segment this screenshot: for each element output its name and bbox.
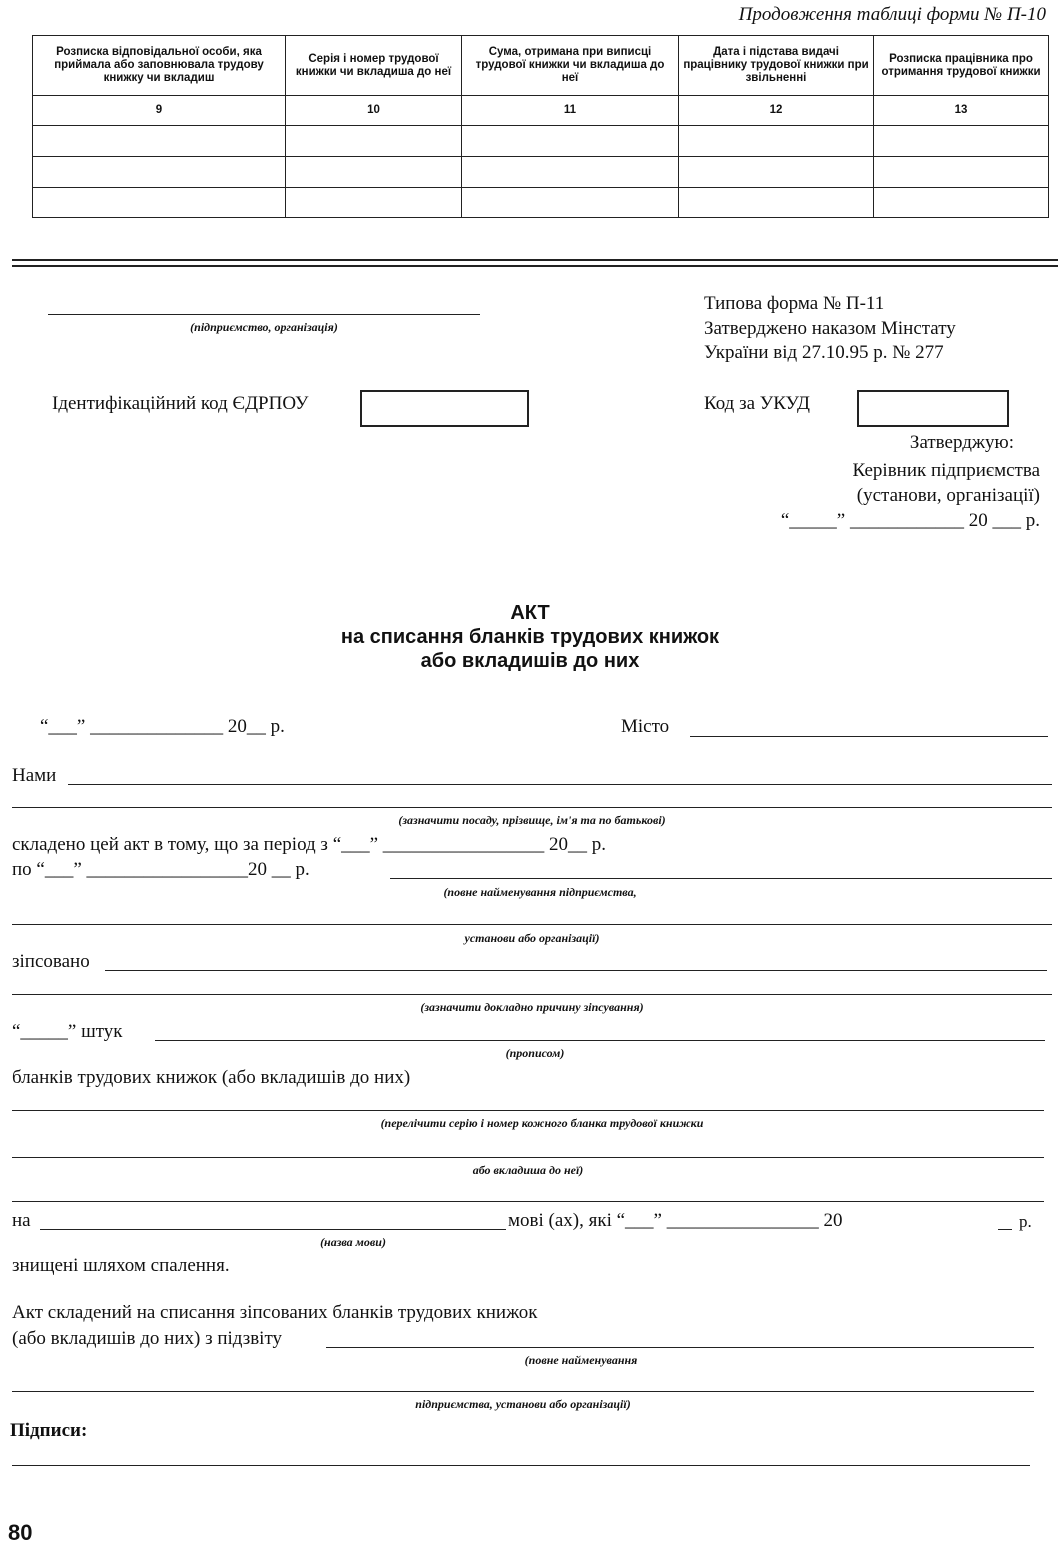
members-field-2[interactable] [12, 807, 1052, 808]
destroyed-text: знищені шляхом спалення. [12, 1255, 230, 1276]
institution-hint: установи або організації) [464, 931, 600, 945]
na-label: на [12, 1210, 31, 1231]
act-subtitle: на списання бланків трудових книжок [340, 626, 720, 648]
language-year-suffix: р. [1019, 1212, 1032, 1231]
separator-line [12, 265, 1058, 267]
column-number: 10 [286, 96, 462, 126]
column-number: 9 [33, 96, 286, 126]
city-label: Місто [621, 716, 670, 737]
separator-line [12, 259, 1058, 261]
table-cell[interactable] [286, 157, 462, 188]
language-hint: (назва мови) [320, 1235, 386, 1249]
table-cell[interactable] [33, 157, 286, 188]
table-cell[interactable] [286, 126, 462, 157]
table-header-cell: Розписка відповідальної особи, яка приймала або заповнювала трудову книжку чи вкладиш [33, 36, 286, 96]
spoiled-field[interactable] [105, 970, 1047, 971]
approve-institution: (установи, організації) [856, 485, 1040, 506]
form-approval-date: України від 27.10.95 р. № 277 [704, 342, 944, 363]
table-header-row [33, 36, 1049, 96]
ukud-label: Код за УКУД [704, 393, 811, 414]
accountability-field[interactable] [326, 1347, 1034, 1348]
approve-label: Затверджую: [909, 432, 1014, 453]
period-end-text[interactable]: по “___” _________________20 __ р. [12, 859, 310, 880]
table-row [33, 126, 1049, 157]
series-field-3[interactable] [12, 1201, 1044, 1202]
table-cell[interactable] [462, 157, 679, 188]
spoiled-label: зіпсовано [12, 951, 90, 972]
position-hint: (зазначити посаду, прізвище, ім'я та по батькові) [398, 813, 666, 827]
table-cell[interactable] [874, 157, 1049, 188]
table-row [33, 157, 1049, 188]
reason-hint: (зазначити докладно причину зіпсування) [420, 1000, 644, 1014]
column-number: 11 [462, 96, 679, 126]
words-hint: (прописом) [505, 1046, 565, 1060]
list-hint: (перелічити серію і номер кожного бланка трудової книжки [380, 1116, 704, 1130]
full-name-hint: (повне найменування підприємства, [443, 885, 637, 899]
table-header-cell: Дата і підстава видачі працівнику трудової книжки при звільненні [679, 36, 874, 96]
table-header-cell: Серія і номер трудової книжки чи вкладиша до неї [286, 36, 462, 96]
table-cell[interactable] [462, 188, 679, 218]
language-year-field[interactable] [998, 1229, 1012, 1230]
insert-hint: або вкладиша до неї) [472, 1163, 584, 1177]
column-number: 12 [679, 96, 874, 126]
table-cell[interactable] [874, 126, 1049, 157]
accountability-field-2[interactable] [12, 1391, 1034, 1392]
approve-date-line[interactable]: “_____” ____________ 20 ___ р. [780, 510, 1040, 531]
ukud-code-box[interactable] [857, 390, 1009, 427]
table-row [33, 188, 1049, 218]
table-cell[interactable] [462, 126, 679, 157]
approve-head: Керівник підприємства [852, 460, 1040, 481]
nami-label: Нами [12, 765, 57, 786]
period-text[interactable]: складено цей акт в тому, що за період з “___” _________________ 20__ р. [12, 834, 607, 855]
continuation-table [32, 35, 1049, 218]
members-field[interactable] [68, 784, 1052, 785]
edrpou-label: Ідентифікаційний код ЄДРПОУ [52, 393, 309, 414]
table-header-cell: Сума, отримана при виписці трудової книжки чи вкладиша до неї [462, 36, 679, 96]
count-words-field[interactable] [155, 1040, 1045, 1041]
table-cell[interactable] [679, 188, 874, 218]
continuation-title: Продовження таблиці форми № П-10 [738, 4, 1046, 25]
enterprise-field[interactable] [390, 878, 1052, 879]
page-number: 80 [8, 1520, 33, 1545]
table-cell[interactable] [679, 126, 874, 157]
form-number: Типова форма № П-11 [704, 293, 885, 314]
form-approval: Затверджено наказом Мінстату [704, 318, 956, 339]
act-text-line2: (або вкладишів до них) з підзвіту [12, 1328, 282, 1349]
act-title: АКТ [510, 602, 550, 624]
full-hint: (повне найменування [524, 1353, 638, 1367]
act-date-line[interactable]: “___” ______________ 20__ р. [40, 716, 285, 737]
act-text-line1: Акт складений на списання зіпсованих бланків трудових книжок [12, 1302, 538, 1323]
edrpou-code-box[interactable] [360, 390, 529, 427]
signatures-label: Підписи: [10, 1420, 88, 1441]
act-subtitle-2: або вкладишів до них [420, 650, 640, 672]
table-cell[interactable] [33, 188, 286, 218]
language-field[interactable] [40, 1229, 506, 1230]
table-header-cell: Розписка працівника про отримання трудової книжки [874, 36, 1049, 96]
organization-field[interactable] [48, 314, 480, 315]
language-date-text[interactable]: мові (ах), які “___” ________________ 20 [508, 1210, 843, 1231]
city-field[interactable] [690, 736, 1048, 737]
enterprise-field-2[interactable] [12, 924, 1052, 925]
table-cell[interactable] [679, 157, 874, 188]
organization-hint: (підприємство, організація) [190, 320, 338, 334]
table-cell[interactable] [33, 126, 286, 157]
series-field-2[interactable] [12, 1157, 1044, 1158]
series-field[interactable] [12, 1110, 1044, 1111]
signatures-field[interactable] [12, 1465, 1030, 1466]
table-cell[interactable] [874, 188, 1049, 218]
reason-field[interactable] [12, 994, 1052, 995]
blanks-text: бланків трудових книжок (або вкладишів до них) [12, 1067, 411, 1088]
column-number: 13 [874, 96, 1049, 126]
count-label[interactable]: “_____” штук [12, 1021, 123, 1042]
table-number-row [33, 96, 1049, 126]
enterprise-hint: підприємства, установи або організації) [415, 1397, 631, 1411]
table-cell[interactable] [286, 188, 462, 218]
